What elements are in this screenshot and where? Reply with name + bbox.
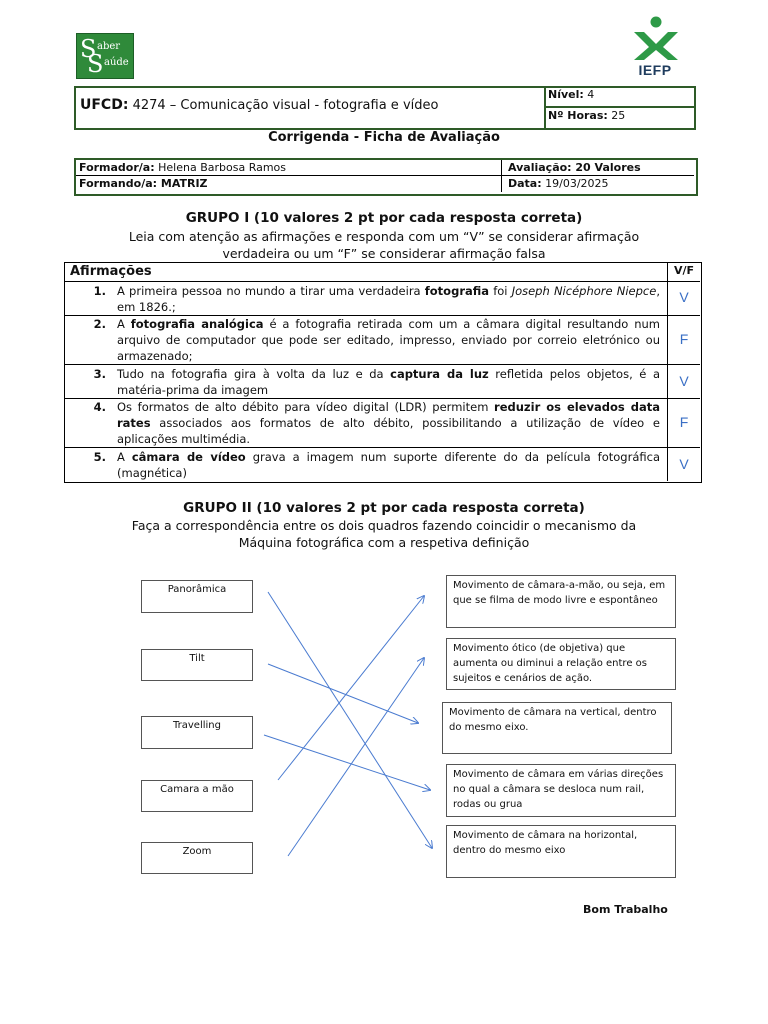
group2-instructions-line2: Máquina fotográfica com a respetiva definição (238, 535, 530, 550)
mechanism-label: Travelling (173, 720, 221, 731)
answer-1: V (679, 289, 689, 305)
logo-text: aber (97, 41, 121, 52)
horas-label: Nº Horas: (548, 109, 608, 122)
logo-letter: S (87, 50, 104, 78)
arrow-zoom (288, 658, 424, 856)
avaliacao-label: Avaliação: 20 Valores (508, 161, 641, 174)
arrow-tilt (268, 664, 418, 723)
statement-number: 2. (93, 317, 106, 331)
mechanism-label: Tilt (189, 653, 205, 664)
col-header-vf: V/F (673, 264, 695, 277)
logo-letter: S (80, 35, 97, 63)
formador-value: Helena Barbosa Ramos (158, 161, 287, 174)
closing-text: Bom Trabalho (583, 903, 668, 916)
answer-5: V (679, 456, 689, 472)
data-label: Data: (508, 177, 542, 190)
formador-label: Formador/a: (79, 161, 155, 174)
nivel-value: 4 (587, 88, 595, 101)
definition-box: Movimento de câmara na vertical, dentro do mesmo eixo. (442, 702, 672, 754)
statement-number: 3. (93, 367, 106, 381)
iefp-logo-text: IEFP (638, 62, 672, 78)
mechanism-label: Panorâmica (167, 584, 227, 595)
group1-instructions-line1: Leia com atenção as afirmações e responda com um “V” se considerar afirmação (128, 229, 640, 244)
group2-heading: GRUPO II (10 valores 2 pt por cada resposta correta) (183, 500, 585, 516)
statement-3: Tudo na fotografia gira à volta da luz e da captura da luz refletida pelos objetos, é a matéria-prima da imagem (117, 367, 660, 397)
definition-box: Movimento de câmara-a-mão, ou seja, em que se filma de modo livre e espontâneo (446, 575, 676, 628)
statement-number: 5. (93, 450, 106, 464)
statement-1: A primeira pessoa no mundo a tirar uma verdadeira fotografia foi Joseph Nicéphore Niepce, em 1826.; (117, 284, 660, 314)
ufcd-value: 4274 – Comunicação visual - fotografia e vídeo (132, 98, 439, 113)
answer-3: V (679, 373, 689, 389)
mechanism-label: Zoom (182, 846, 212, 857)
statement-number: 4. (93, 400, 106, 414)
group1-heading: GRUPO I (10 valores 2 pt por cada resposta correta) (185, 210, 583, 226)
definition-box: Movimento de câmara em várias direções no qual a câmara se desloca num rail, rodas ou grua (446, 764, 676, 817)
logo-text: aúde (104, 57, 129, 68)
statement-2: A fotografia analógica é a fotografia retirada com um a câmara digital resultando num arquivo de computador que pode ser editado, impresso, enviado por correio eletrónico ou armazenado; (117, 317, 660, 363)
definition-box: Movimento de câmara na horizontal, dentro do mesmo eixo (446, 825, 676, 878)
arrow-travelling (264, 735, 430, 790)
definition-box: Movimento ótico (de objetiva) que aumenta ou diminui a relação entre os sujeitos e cenários de ação. (446, 638, 676, 690)
statement-4: Os formatos de alto débito para vídeo digital (LDR) permitem reduzir os elevados data rates associados aos formatos de alto débito, possibilitando a utilização de vídeo e aplicações multimédia. (117, 400, 660, 446)
arrow-panoramica (268, 592, 432, 848)
page-title: Corrigenda - Ficha de Avaliação (268, 130, 500, 145)
arrow-camara-mao (278, 596, 424, 780)
statement-5: A câmara de vídeo grava a imagem num suporte diferente do da película fotográfica (magnética) (117, 450, 660, 480)
mechanism-label: Camara a mão (160, 784, 234, 795)
ufcd-label: UFCD: (80, 97, 129, 113)
nivel-label: Nível: (548, 88, 584, 101)
data-value: 19/03/2025 (545, 177, 609, 190)
answer-2: F (679, 331, 689, 347)
formando-label: Formando/a: MATRIZ (79, 177, 208, 190)
col-header-afirmacoes: Afirmações (70, 264, 152, 279)
horas-value: 25 (611, 109, 626, 122)
answer-4: F (679, 414, 689, 430)
group1-instructions-line2: verdadeira ou um “F” se considerar afirmação falsa (222, 246, 546, 261)
statement-number: 1. (93, 284, 106, 298)
group2-instructions-line1: Faça a correspondência entre os dois quadros fazendo coincidir o mecanismo da (131, 518, 637, 533)
